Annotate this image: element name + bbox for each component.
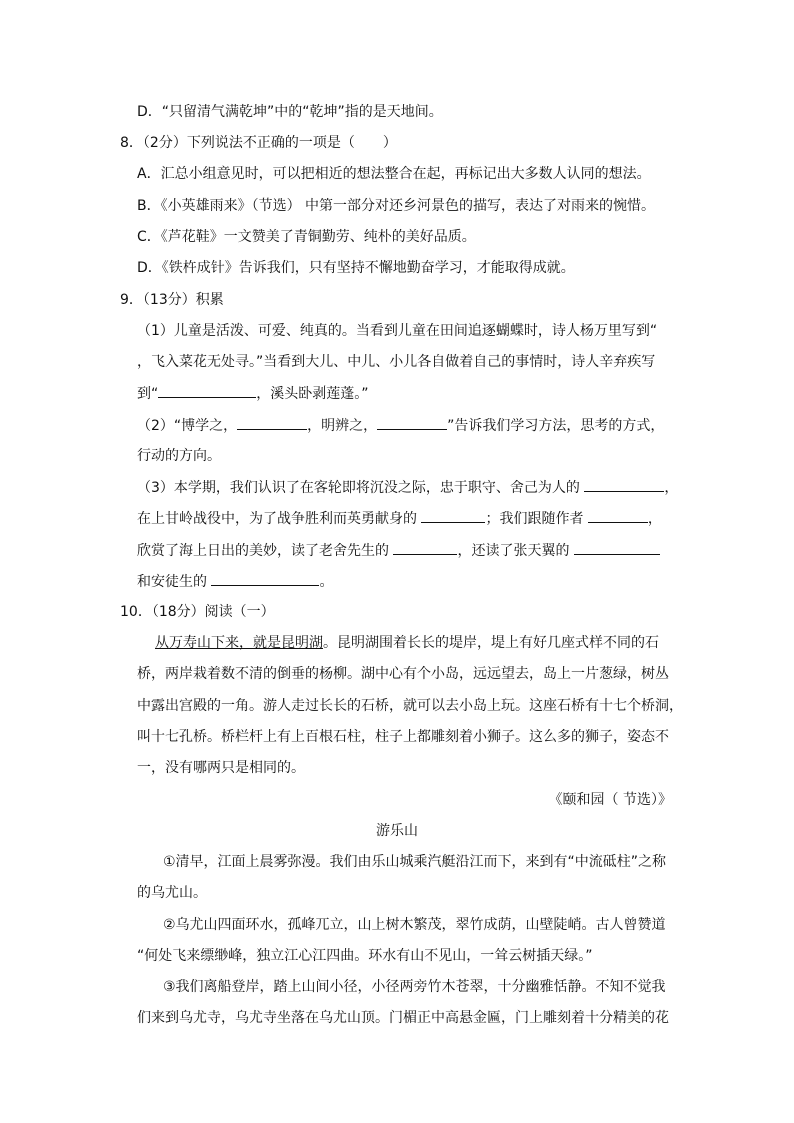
q8-option-d: D．《铁杵成针》告诉我们，只有坚持不懈地勤奋学习，才能取得成就。 bbox=[137, 260, 575, 276]
q9-stem: 9．（13分）积累 bbox=[120, 292, 224, 308]
q9-part3-line3-a: 欣赏了海上日出的美妙，读了老舍先生的 bbox=[137, 543, 389, 559]
q9-part3-line4-b: 。 bbox=[319, 574, 334, 590]
passage-line-4: 叫十七孔桥。桥栏杆上有上百根石柱，柱子上都雕刻着小狮子。这么多的狮子，姿态不 bbox=[137, 729, 669, 745]
q9-part3-line4-a: 和安徒生的 bbox=[137, 574, 207, 590]
passage-source: 《颐和园（ 节选）》 bbox=[548, 792, 672, 808]
answer-blank[interactable] bbox=[237, 415, 307, 430]
passage-line-1-rest: 。昆明湖围着长长的堤岸，堤上有好几座式样不同的石 bbox=[323, 635, 659, 651]
q9-part2-line1-a: （2）“博学之， bbox=[137, 418, 238, 434]
passage-line-3: 中露出宫殿的一角。游人走过长长的石桥，就可以去小岛上玩。这座石桥有十七个桥洞， bbox=[137, 698, 683, 714]
q9-part1-line3-b: ，溪头卧剥莲蓬。” bbox=[256, 386, 369, 402]
para1-line2: 的乌尤山。 bbox=[137, 885, 207, 901]
passage-title: 游乐山 bbox=[376, 823, 418, 839]
q9-part3-line1 bbox=[137, 477, 678, 498]
q9-part3-line2-a: 在上甘岭战役中，为了战争胜利而英勇献身的 bbox=[137, 511, 417, 527]
q9-part1-line2: ，飞入菜花无处寻。”当看到大儿、中儿、小儿各自做着自己的事情时，诗人辛弃疾写 bbox=[137, 354, 656, 370]
q9-part3-line4 bbox=[137, 571, 333, 592]
q7-option-d: D．“只留清气满乾坤”中的“乾坤”指的是天地间。 bbox=[137, 104, 443, 120]
q9-part2-line2: 行动的方向。 bbox=[137, 448, 221, 464]
q9-part2-line1-b: ，明辨之， bbox=[307, 418, 378, 434]
q9-part2-line1 bbox=[137, 415, 664, 436]
answer-blank[interactable] bbox=[158, 383, 256, 398]
q9-part1-line1: （1）儿童是活泼、可爱、纯真的。当看到儿童在田间追逐蝴蝶时，诗人杨万里写到“ bbox=[137, 323, 658, 339]
q8-option-c: C．《芦花鞋》一文赞美了青铜勤劳、纯朴的美好品质。 bbox=[137, 229, 476, 245]
q8-option-b: B．《小英雄雨来》（节选） 中第一部分对还乡河景色的描写，表达了对雨来的惋惜。 bbox=[137, 198, 656, 214]
para1-line1: ①清早，江面上晨雾弥漫。我们由乐山城乘汽艇沿江而下，来到有“中流砥柱”之称 bbox=[163, 854, 667, 870]
answer-blank[interactable] bbox=[393, 540, 457, 555]
q9-part1-line3 bbox=[137, 383, 369, 404]
q8-option-a: A．汇总小组意见时，可以把相近的想法整合在起，再标记出大多数人认同的想法。 bbox=[137, 166, 651, 182]
answer-blank[interactable] bbox=[574, 540, 660, 555]
para2-line1: ②乌尤山四面环水，孤峰兀立，山上树木繁茂，翠竹成荫，山壁陡峭。古人曾赞道 bbox=[163, 917, 666, 933]
q9-part2-line1-c: ”告诉我们学习方法，思考的方式， bbox=[447, 418, 665, 434]
passage-line-1 bbox=[155, 633, 659, 653]
underlined-sentence: 从万寿山下来，就是昆明湖 bbox=[155, 635, 323, 651]
para3-line1: ③我们离船登岸，踏上山间小径，小径两旁竹木苍翠，十分幽雅恬静。不知不觉我 bbox=[163, 979, 666, 995]
q10-stem: 10．（18分）阅读（一） bbox=[120, 604, 275, 620]
q9-part1-line3-a: 到“ bbox=[137, 386, 159, 402]
answer-blank[interactable] bbox=[377, 415, 447, 430]
q8-stem: 8．（2分）下列说法不正确的一项是（ ） bbox=[120, 135, 397, 151]
q9-part3-line1-b: ， bbox=[664, 480, 679, 496]
answer-blank[interactable] bbox=[584, 477, 664, 492]
para3-line2: 们来到乌尤寺，乌尤寺坐落在乌尤山顶。门楣正中高悬金匾，门上雕刻着十分精美的花 bbox=[137, 1010, 669, 1026]
q9-part3-line2 bbox=[137, 508, 662, 529]
answer-blank[interactable] bbox=[211, 571, 319, 586]
passage-line-2: 桥，两岸栽着数不清的倒垂的杨柳。湖中心有个小岛，远远望去，岛上一片葱绿，树丛 bbox=[137, 666, 669, 682]
answer-blank[interactable] bbox=[588, 508, 648, 523]
q9-part3-line1-a: （3）本学期，我们认识了在客轮即将沉没之际，忠于职守、舍己为人的 bbox=[137, 480, 580, 496]
answer-blank[interactable] bbox=[421, 508, 485, 523]
q9-part3-line2-b: ；我们跟随作者 bbox=[485, 511, 584, 527]
q9-part3-line3-b: ，还读了张天翼的 bbox=[457, 543, 570, 559]
q9-part3-line2-c: ， bbox=[647, 511, 662, 527]
q9-part3-line3 bbox=[137, 540, 660, 561]
para2-line2: “何处飞来缥缈峰，独立江心江四曲。环水有山不见山，一耸云树插天绿。” bbox=[137, 948, 593, 964]
passage-line-5: 一，没有哪两只是相同的。 bbox=[137, 760, 305, 776]
